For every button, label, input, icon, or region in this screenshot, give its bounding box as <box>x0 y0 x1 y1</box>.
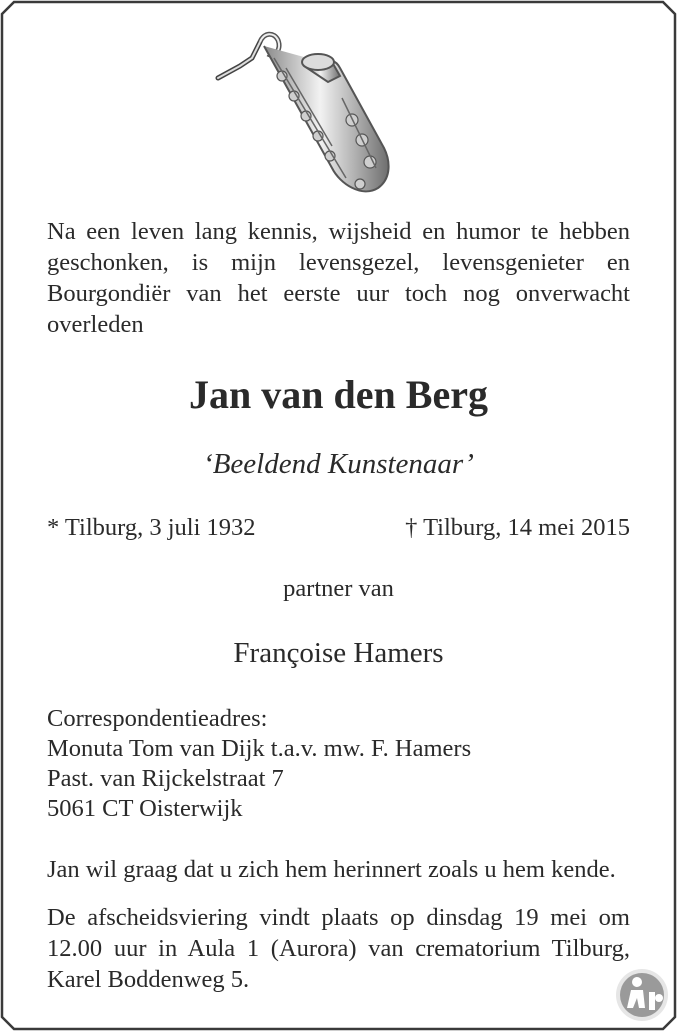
address-heading: Correspondentieadres: <box>47 705 268 732</box>
deceased-title: ‘Beeldend Kunstenaar’ <box>203 448 474 480</box>
memorial-logo-icon <box>615 968 669 1022</box>
partner-name: Françoise Hamers <box>233 637 444 669</box>
address-line-2: Past. van Rijckelstraat 7 <box>47 765 284 792</box>
deceased-name: Jan van den Berg <box>189 372 488 417</box>
relation-text: partner van <box>283 575 394 602</box>
intro-text: Na een leven lang kennis, wijsheid en humor te hebben geschonken, is mijn levensgezel, levensgenieter en Bourgondiër van het eerste uur toch nog onverwacht overleden <box>47 218 630 338</box>
death-line: † Tilburg, 14 mei 2015 <box>405 514 630 541</box>
birth-line: * Tilburg, 3 juli 1932 <box>47 514 256 541</box>
saxophone-icon <box>212 28 402 206</box>
ceremony-text: De afscheidsviering vindt plaats op dinsdag 19 mei om 12.00 uur in Aula 1 (Aurora) van crematorium Tilburg, Karel Boddenweg 5. <box>47 904 630 993</box>
remembrance-text: Jan wil graag dat u zich hem herinnert zoals u hem kende. <box>47 856 616 883</box>
address-line-1: Monuta Tom van Dijk t.a.v. mw. F. Hamers <box>47 735 472 762</box>
address-line-3: 5061 CT Oisterwijk <box>47 795 243 822</box>
